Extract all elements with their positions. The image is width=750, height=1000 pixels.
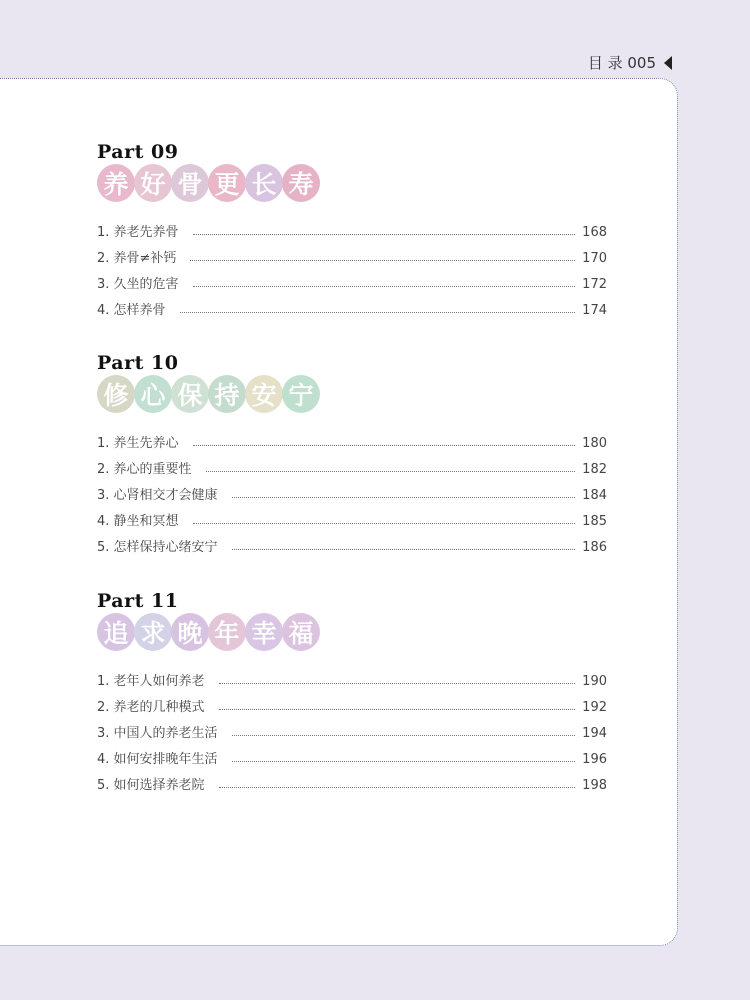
entry-page-number: 182 bbox=[582, 462, 607, 477]
entry-title: 2. 养骨≠补钙 bbox=[97, 251, 177, 266]
entry-title: 3. 中国人的养老生活 bbox=[97, 726, 218, 741]
title-char-circle: 寿 bbox=[282, 164, 320, 202]
dot-leader bbox=[232, 497, 575, 498]
dot-leader bbox=[232, 761, 575, 762]
entry-page-number: 184 bbox=[582, 488, 607, 503]
dot-leader bbox=[180, 312, 575, 313]
title-char-circle: 好 bbox=[134, 164, 172, 202]
title-char-circle: 求 bbox=[134, 613, 172, 651]
title-char-circle: 幸 bbox=[245, 613, 283, 651]
entry-title: 5. 如何选择养老院 bbox=[97, 778, 205, 793]
title-char-circle: 骨 bbox=[171, 164, 209, 202]
entry-list bbox=[97, 425, 607, 555]
title-char-circle: 修 bbox=[97, 375, 135, 413]
toc-section bbox=[97, 351, 607, 555]
part-label: Part 09 bbox=[97, 141, 179, 163]
entry-title: 2. 养老的几种模式 bbox=[97, 700, 205, 715]
dot-leader bbox=[190, 260, 575, 261]
entry-page-number: 180 bbox=[582, 436, 607, 451]
entry-title: 1. 老年人如何养老 bbox=[97, 674, 205, 689]
entry-page-number: 174 bbox=[582, 303, 607, 318]
toc-section bbox=[97, 589, 607, 793]
entry-list bbox=[97, 663, 607, 793]
header-label: 目 录 005 bbox=[587, 54, 656, 72]
toc-entry[interactable] bbox=[97, 451, 607, 477]
dot-leader bbox=[193, 286, 575, 287]
title-char-circle: 更 bbox=[208, 164, 246, 202]
toc-entry[interactable] bbox=[97, 503, 607, 529]
entry-page-number: 190 bbox=[582, 674, 607, 689]
section-title bbox=[97, 164, 607, 202]
part-label: Part 11 bbox=[97, 590, 179, 612]
title-char-circle: 长 bbox=[245, 164, 283, 202]
toc-entry[interactable] bbox=[97, 767, 607, 793]
toc-entry[interactable] bbox=[97, 292, 607, 318]
dot-leader bbox=[193, 523, 575, 524]
toc-entry[interactable] bbox=[97, 477, 607, 503]
entry-page-number: 168 bbox=[582, 225, 607, 240]
toc-entry[interactable] bbox=[97, 425, 607, 451]
entry-page-number: 194 bbox=[582, 726, 607, 741]
entry-page-number: 185 bbox=[582, 514, 607, 529]
toc-entry[interactable] bbox=[97, 529, 607, 555]
entry-title: 3. 心肾相交才会健康 bbox=[97, 488, 218, 503]
title-char-circle: 年 bbox=[208, 613, 246, 651]
dot-leader bbox=[232, 549, 575, 550]
title-char-circle: 安 bbox=[245, 375, 283, 413]
title-char-circle: 保 bbox=[171, 375, 209, 413]
toc-entry[interactable] bbox=[97, 741, 607, 767]
toc-entry[interactable] bbox=[97, 663, 607, 689]
title-char-circle: 宁 bbox=[282, 375, 320, 413]
dot-leader bbox=[193, 234, 575, 235]
title-char-circle: 心 bbox=[134, 375, 172, 413]
toc-entry[interactable] bbox=[97, 266, 607, 292]
dot-leader bbox=[206, 471, 575, 472]
entry-title: 4. 静坐和冥想 bbox=[97, 514, 179, 529]
toc-entry[interactable] bbox=[97, 715, 607, 741]
entry-title: 1. 养老先养骨 bbox=[97, 225, 179, 240]
title-char-circle: 追 bbox=[97, 613, 135, 651]
entry-page-number: 172 bbox=[582, 277, 607, 292]
entry-title: 1. 养生先养心 bbox=[97, 436, 179, 451]
page-header bbox=[588, 52, 672, 73]
dot-leader bbox=[219, 683, 575, 684]
entry-title: 4. 如何安排晚年生活 bbox=[97, 752, 218, 767]
entry-page-number: 170 bbox=[582, 251, 607, 266]
dot-leader bbox=[219, 709, 575, 710]
title-char-circle: 持 bbox=[208, 375, 246, 413]
section-title bbox=[97, 375, 607, 413]
toc-entry[interactable] bbox=[97, 240, 607, 266]
title-char-circle: 养 bbox=[97, 164, 135, 202]
entry-title: 4. 怎样养骨 bbox=[97, 303, 166, 318]
entry-title: 2. 养心的重要性 bbox=[97, 462, 192, 477]
section-title bbox=[97, 613, 607, 651]
triangle-left-icon bbox=[664, 56, 672, 70]
entry-title: 5. 怎样保持心绪安宁 bbox=[97, 540, 218, 555]
dot-leader bbox=[193, 445, 575, 446]
entry-list bbox=[97, 214, 607, 318]
title-char-circle: 福 bbox=[282, 613, 320, 651]
toc-section bbox=[97, 140, 607, 318]
toc-entry[interactable] bbox=[97, 689, 607, 715]
toc-entry[interactable] bbox=[97, 214, 607, 240]
title-char-circle: 晚 bbox=[171, 613, 209, 651]
entry-page-number: 198 bbox=[582, 778, 607, 793]
entry-page-number: 186 bbox=[582, 540, 607, 555]
dot-leader bbox=[219, 787, 575, 788]
entry-page-number: 196 bbox=[582, 752, 607, 767]
entry-title: 3. 久坐的危害 bbox=[97, 277, 179, 292]
dot-leader bbox=[232, 735, 575, 736]
entry-page-number: 192 bbox=[582, 700, 607, 715]
part-label: Part 10 bbox=[97, 352, 179, 374]
